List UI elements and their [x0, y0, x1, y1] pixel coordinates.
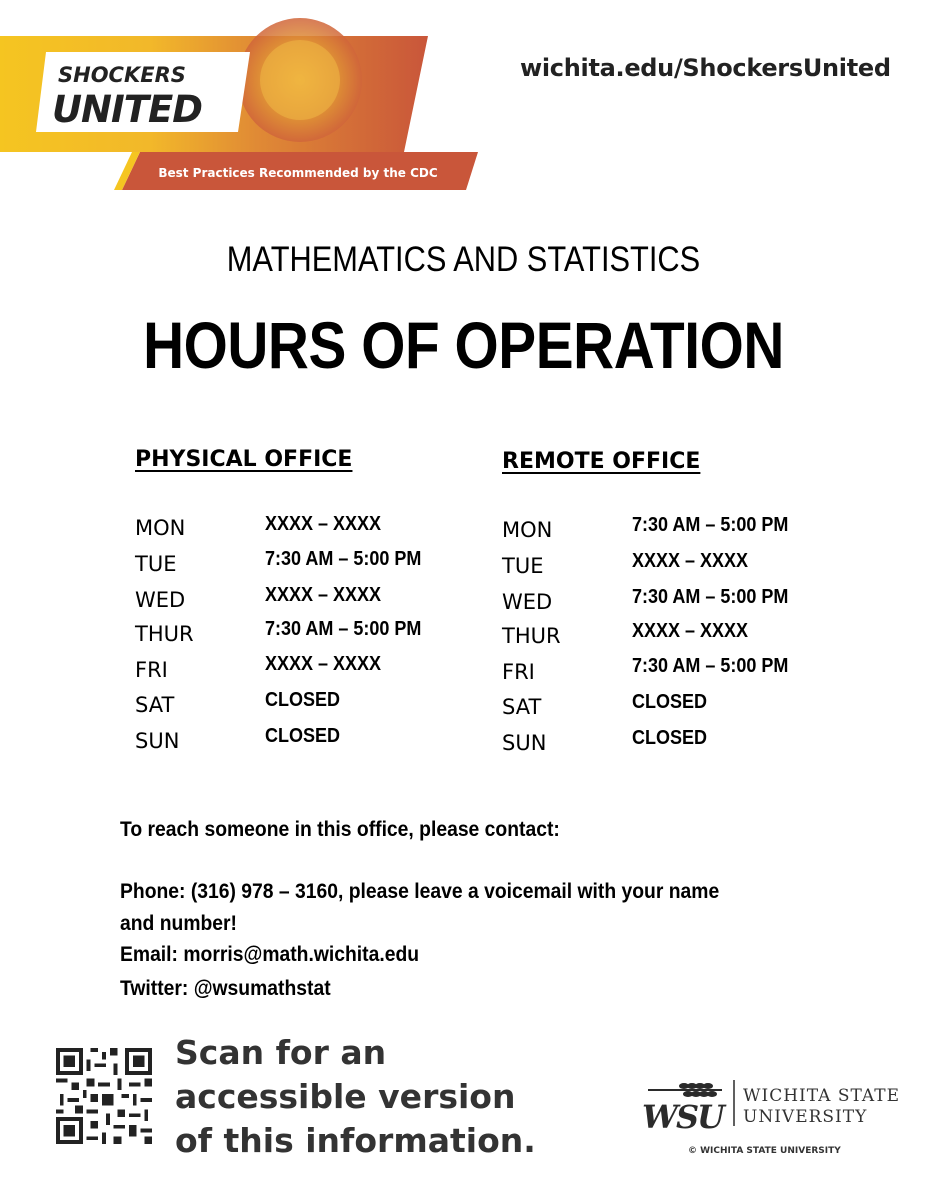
physical-day: SAT — [135, 693, 175, 717]
contact-twitter[interactable]: Twitter: @wsumathstat — [120, 977, 331, 1000]
contact-phone-continued: and number! — [120, 912, 237, 935]
physical-day: SUN — [135, 729, 180, 753]
department-title: MATHEMATICS AND STATISTICS — [226, 240, 701, 279]
physical-hours: XXXX – XXXX — [265, 653, 382, 675]
remote-day: THUR — [502, 624, 561, 648]
site-url[interactable]: wichita.edu/ShockersUnited — [520, 54, 891, 82]
remote-day: SUN — [502, 731, 547, 755]
physical-day: FRI — [135, 658, 168, 682]
physical-hours: XXXX – XXXX — [265, 513, 382, 535]
remote-day: WED — [502, 590, 553, 614]
qr-code[interactable] — [56, 1048, 152, 1144]
physical-day: MON — [135, 516, 186, 540]
remote-hours: 7:30 AM – 5:00 PM — [632, 655, 789, 677]
wsu-mark: WSU — [642, 1098, 723, 1136]
remote-hours: CLOSED — [632, 727, 708, 749]
scan-text-line2: accessible version — [175, 1077, 516, 1116]
contact-email[interactable]: Email: morris@math.wichita.edu — [120, 943, 420, 966]
remote-day: MON — [502, 518, 553, 542]
physical-hours: 7:30 AM – 5:00 PM — [265, 618, 422, 640]
remote-day: FRI — [502, 660, 535, 684]
physical-day: TUE — [135, 552, 177, 576]
remote-hours: XXXX – XXXX — [632, 550, 749, 572]
shockers-united-banner — [0, 0, 480, 190]
logo-shockers: SHOCKERS — [58, 63, 186, 87]
physical-day: THUR — [135, 622, 194, 646]
scan-text-line1: Scan for an — [175, 1033, 387, 1072]
contact-intro: To reach someone in this office, please contact: — [120, 818, 560, 841]
physical-office-heading: PHYSICAL OFFICE — [135, 447, 353, 472]
remote-day: TUE — [502, 554, 544, 578]
physical-hours: 7:30 AM – 5:00 PM — [265, 548, 422, 570]
physical-hours: CLOSED — [265, 725, 341, 747]
wheat-icon — [648, 1084, 722, 1096]
remote-hours: 7:30 AM – 5:00 PM — [632, 514, 789, 536]
remote-hours: 7:30 AM – 5:00 PM — [632, 586, 789, 608]
remote-hours: CLOSED — [632, 691, 708, 713]
logo-united: UNITED — [52, 88, 203, 131]
copyright: © WICHITA STATE UNIVERSITY — [688, 1146, 841, 1156]
page-title: HOURS OF OPERATION — [143, 308, 784, 382]
scan-text-line3: of this information. — [175, 1121, 536, 1160]
banner-tagline: Best Practices Recommended by the CDC — [158, 166, 438, 180]
remote-hours: XXXX – XXXX — [632, 620, 749, 642]
physical-hours: CLOSED — [265, 689, 341, 711]
wsu-name-line2: UNIVERSITY — [743, 1107, 868, 1127]
contact-phone: Phone: (316) 978 – 3160, please leave a voicemail with your name — [120, 880, 720, 903]
physical-day: WED — [135, 588, 186, 612]
remote-office-heading: REMOTE OFFICE — [502, 449, 701, 474]
wsu-name-line1: WICHITA STATE — [743, 1086, 900, 1106]
remote-day: SAT — [502, 695, 542, 719]
physical-hours: XXXX – XXXX — [265, 584, 382, 606]
